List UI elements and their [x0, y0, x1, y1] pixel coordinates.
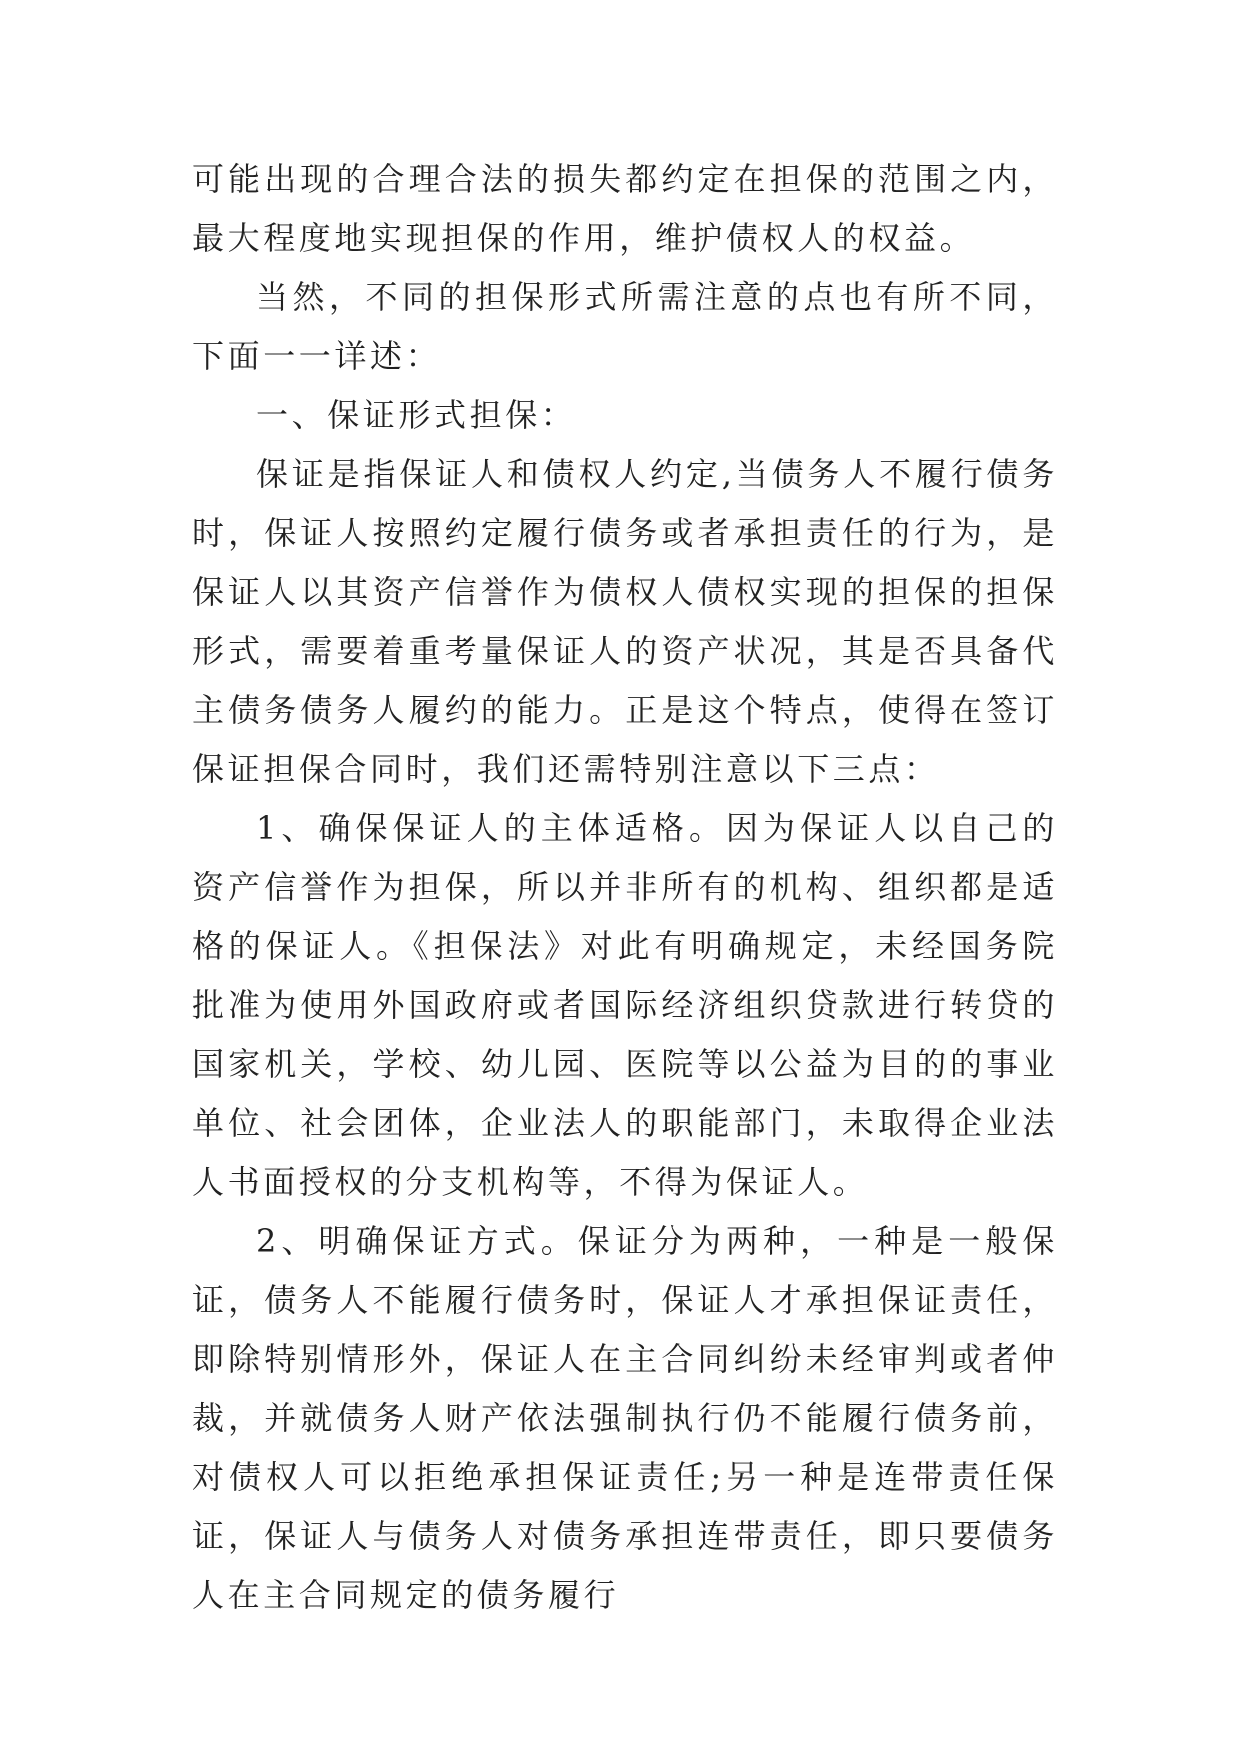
paragraph-continuation: 可能出现的合理合法的损失都约定在担保的范围之内，最大程度地实现担保的作用，维护债权人的权益。 — [192, 160, 1058, 257]
document-body — [192, 150, 1058, 1625]
paragraph-intro-forms: 当然，不同的担保形式所需注意的点也有所不同，下面一一详述： — [192, 278, 1058, 375]
section-heading-guarantee: 一、保证形式担保： — [256, 396, 577, 434]
list-item-1-guarantor-eligibility: 1、确保保证人的主体适格。因为保证人以自己的资产信誉作为担保，所以并非所有的机构、组织都是适格的保证人。《担保法》对此有明确规定，未经国务院批准为使用外国政府或者国际经济组织贷款进行转贷的国家机关，学校、幼儿园、医院等以公益为目的的事业单位、社会团体，企业法人的职能部门，未取得企业法人书面授权的分支机构等，不得为保证人。 — [192, 809, 1058, 1201]
list-item-2-guarantee-method: 2、明确保证方式。保证分为两种，一种是一般保证，债务人不能履行债务时，保证人才承担保证责任，即除特别情形外，保证人在主合同纠纷未经审判或者仲裁，并就债务人财产依法强制执行仍不能履行债务前，对债权人可以拒绝承担保证责任;另一种是连带责任保证，保证人与债务人对债务承担连带责任，即只要债务人在主合同规定的债务履行 — [192, 1222, 1058, 1614]
paragraph-guarantee-definition: 保证是指保证人和债权人约定,当债务人不履行债务时，保证人按照约定履行债务或者承担责任的行为，是保证人以其资产信誉作为债权人债权实现的担保的担保形式，需要着重考量保证人的资产状况，其是否具备代主债务债务人履约的能力。正是这个特点，使得在签订保证担保合同时，我们还需特别注意以下三点： — [192, 455, 1058, 788]
